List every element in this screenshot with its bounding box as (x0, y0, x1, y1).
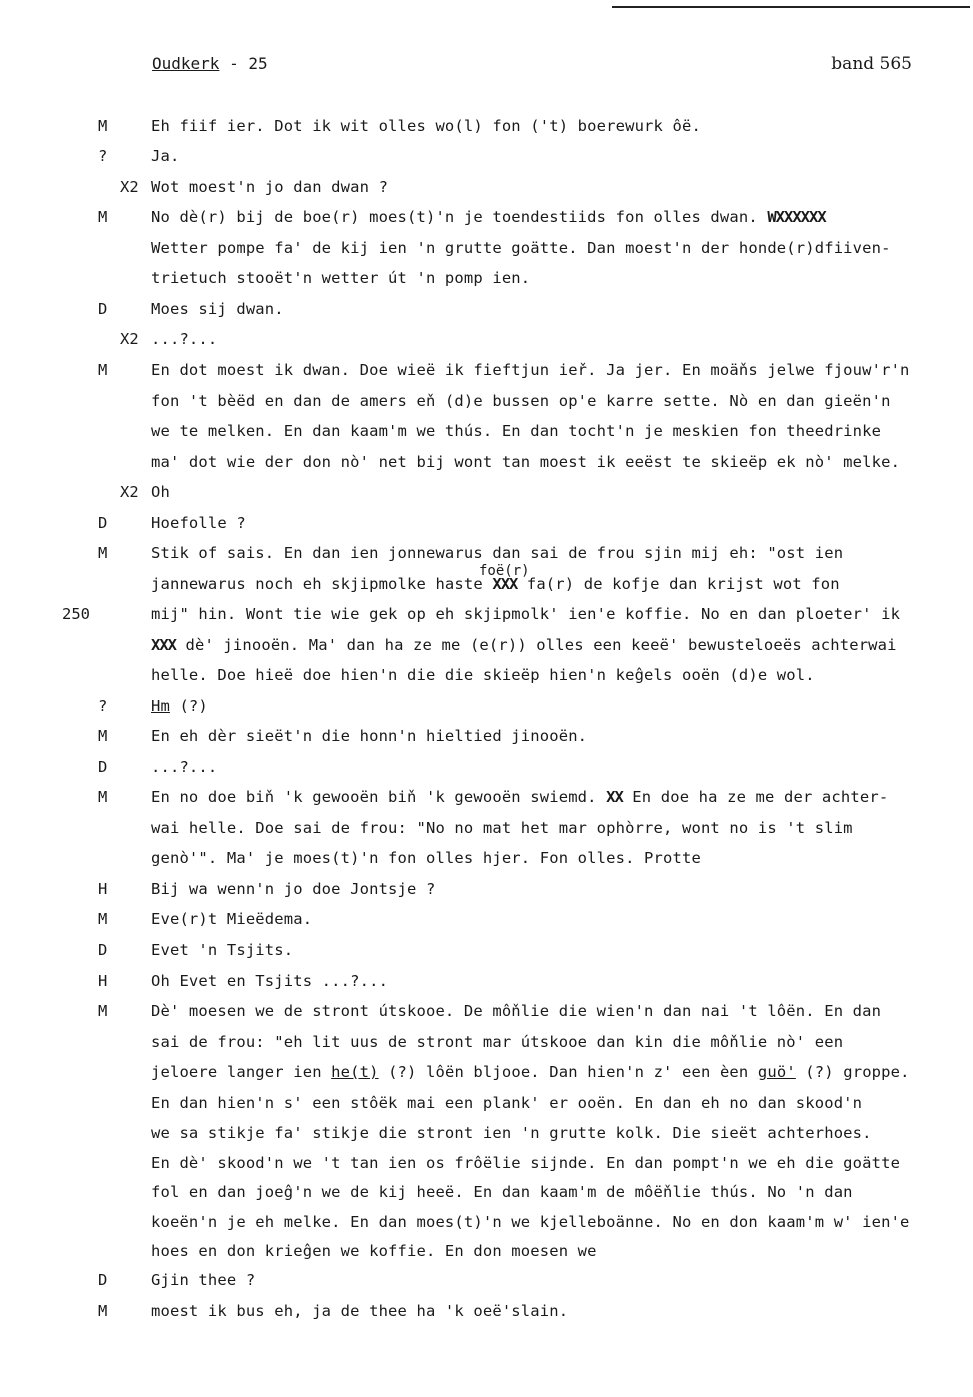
transcript-line (0, 233, 973, 263)
transcript-line (0, 813, 973, 843)
transcript-line (0, 996, 973, 1026)
text-segment: jeloere langer ien (151, 1063, 322, 1081)
underlined-text: guö' (757, 1063, 796, 1081)
speaker-label: X2 (120, 330, 139, 348)
line-text: Oh (151, 483, 170, 501)
line-text: En dè' skood'n we 't tan ien os frôëlie sijnde. En dan pompt'n we eh die goätte (151, 1154, 901, 1172)
line-text: we sa stikje fa' stikje die stront ien 'n grutte kolk. Die sieët achterhoes. (151, 1124, 872, 1142)
line-text (151, 1057, 910, 1087)
speaker-label: M (98, 910, 108, 928)
interlinear-insertion: foë(r) (479, 563, 530, 579)
transcript-line (0, 294, 973, 324)
line-text: En dan hien'n s' een stôëk mai een plank' er ooën. En dan eh no dan skood'n (151, 1094, 863, 1112)
line-text: hoes en don krieĝen we koffie. En don moesen we (151, 1242, 597, 1260)
transcript-line (0, 386, 973, 416)
text-segment: (?) lôën bljooe. Dan hien'n z' een èen (388, 1063, 749, 1081)
line-text: moest ik bus eh, ja de thee ha 'k oeë'slain. (151, 1302, 569, 1320)
line-text: En dot moest ik dwan. Doe wieë ik fieftjun ieř. Ja jer. En moäňs jelwe fjouw'r'n (151, 361, 910, 379)
speaker-label: D (98, 300, 108, 318)
line-text: ...?... (151, 330, 218, 348)
line-text: fon 't bèëd en dan de amers eň (d)e bussen op'e karre sette. Nò en dan gieën'n (151, 392, 891, 410)
line-text: Evet 'n Tsjits. (151, 941, 294, 959)
transcript-line (0, 324, 973, 354)
text-segment: (?) (179, 697, 208, 715)
speaker-label: D (98, 941, 108, 959)
text-segment: jannewarus noch eh skjipmolke haste (151, 575, 483, 593)
line-text (151, 630, 897, 660)
transcript-line (0, 752, 973, 782)
transcript-line (0, 447, 973, 477)
transcript-line (0, 1118, 973, 1148)
text-segment: fa(r) de kofje dan krijst wot fon (526, 575, 840, 593)
line-text: we te melken. En dan kaam'm we thús. En dan tocht'n je meskien fon theedrinke (151, 422, 882, 440)
speaker-label: M (98, 544, 108, 562)
speaker-label: M (98, 1002, 108, 1020)
line-text: ma' dot wie der don nò' net bij wont tan moest ik eeëst te skieëp ek nò' melke. (151, 453, 901, 471)
line-text: Stik of sais. En dan ien jonnewarus dan sai de frou sjin mij eh: "ost ien (151, 544, 844, 562)
transcript-line (0, 935, 973, 965)
underlined-text: he(t) (331, 1063, 379, 1081)
speaker-label: M (98, 788, 108, 806)
line-text: Eve(r)t Mieëdema. (151, 910, 313, 928)
transcript-line (0, 355, 973, 385)
transcript-line (0, 1236, 973, 1266)
transcript-line (0, 1057, 973, 1087)
transcript-line (0, 1148, 973, 1178)
text-segment: dè' jinooën. Ma' dan ha ze me (e(r)) olles een keeë' bewusteloeës achterwai (185, 636, 897, 654)
speaker-label: ? (98, 697, 108, 715)
header-band: band 565 (831, 54, 912, 74)
line-text: Bij wa wenn'n jo doe Jontsje ? (151, 880, 436, 898)
transcript-line (0, 966, 973, 996)
line-text: ...?... (151, 758, 218, 776)
transcript-line (0, 782, 973, 812)
transcript-line (0, 563, 973, 599)
speaker-label: M (98, 1302, 108, 1320)
transcript-line (0, 416, 973, 446)
transcript-line (0, 843, 973, 873)
transcript-line (0, 1265, 973, 1295)
transcript-line (0, 508, 973, 538)
speaker-label: D (98, 514, 108, 532)
margin-line-number: 250 (62, 605, 90, 623)
speaker-label: M (98, 117, 108, 135)
text-segment: En doe ha ze me der achter- (632, 788, 889, 806)
speaker-label: D (98, 1271, 108, 1289)
header-title: Oudkerk (152, 54, 220, 73)
line-text: Wetter pompe fa' de kij ien 'n grutte goätte. Dan moest'n der honde(r)dfiiven- (151, 239, 891, 257)
line-text (151, 569, 840, 599)
struck-out-text: XX (606, 788, 623, 806)
transcript-line (0, 111, 973, 141)
line-text: helle. Doe hieë doe hien'n die die skieëp hien'n keĝels ooën (d)e wol. (151, 666, 815, 684)
line-text (151, 202, 826, 232)
header-left (152, 54, 268, 73)
speaker-label: M (98, 361, 108, 379)
line-text: mij" hin. Wont tie wie gek op eh skjipmolk' ien'e koffie. No en dan ploeter' ik (151, 605, 901, 623)
transcript-line (0, 172, 973, 202)
header-page: - 25 (229, 54, 268, 73)
transcript-line (0, 599, 973, 629)
text-segment: No dè(r) bij de boe(r) moes(t)'n je toendestiids fon olles dwan. (151, 208, 758, 226)
line-text: Hoefolle ? (151, 514, 246, 532)
transcript-line (0, 263, 973, 293)
line-text: koeën'n je eh melke. En dan moes(t)'n we kjelleboänne. No en don kaam'm w' ien'e (151, 1213, 910, 1231)
transcript-line (0, 630, 973, 660)
speaker-label: X2 (120, 178, 139, 196)
transcript-line (0, 1177, 973, 1207)
line-text: Wot moest'n jo dan dwan ? (151, 178, 389, 196)
transcript-line (0, 904, 973, 934)
transcript-line (0, 1296, 973, 1326)
line-text (151, 691, 208, 721)
line-text (151, 782, 888, 812)
line-text: wai helle. Doe sai de frou: "No no mat het mar ophòrre, wont no is 't slim (151, 819, 853, 837)
transcript-line (0, 874, 973, 904)
transcript-line (0, 477, 973, 507)
speaker-label: H (98, 972, 108, 990)
line-text: Gjin thee ? (151, 1271, 256, 1289)
line-text: Dè' moesen we de stront útskooe. De môňlie die wien'n dan nai 't lôën. En dan (151, 1002, 882, 1020)
text-segment: (?) groppe. (805, 1063, 910, 1081)
speaker-label: M (98, 727, 108, 745)
transcript-line (0, 660, 973, 690)
line-text: sai de frou: "eh lit uus de stront mar útskooe dan kin die môňlie nò' een (151, 1033, 844, 1051)
line-text: genò'". Ma' je moes(t)'n fon olles hjer. Fon olles. Protte (151, 849, 701, 867)
transcript-line (0, 1027, 973, 1057)
speaker-label: M (98, 208, 108, 226)
speaker-label: ? (98, 147, 108, 165)
page-header (152, 54, 912, 78)
line-text: Eh fiif ier. Dot ik wit olles wo(l) fon ('t) boerewurk ôë. (151, 117, 701, 135)
line-text: En eh dèr sieët'n die honn'n hieltied jinooën. (151, 727, 588, 745)
transcript-line (0, 1088, 973, 1118)
underlined-text: Hm (151, 697, 170, 715)
struck-out-text: XXX (492, 575, 518, 593)
transcript-line (0, 721, 973, 751)
speaker-label: H (98, 880, 108, 898)
transcript-line (0, 691, 973, 721)
struck-out-text: WXXXXXX (767, 208, 826, 226)
transcript-line (0, 202, 973, 232)
top-rule (612, 6, 970, 8)
line-text: Oh Evet en Tsjits ...?... (151, 972, 389, 990)
line-text: Moes sij dwan. (151, 300, 284, 318)
speaker-label: X2 (120, 483, 139, 501)
struck-out-text: XXX (151, 636, 176, 654)
speaker-label: D (98, 758, 108, 776)
line-text: fol en dan joeĝ'n we de kij heeë. En dan kaam'm de môëňlie thús. No 'n dan (151, 1183, 853, 1201)
transcript-line (0, 141, 973, 171)
text-segment: En no doe biň 'k gewooën biň 'k gewooën swiemd. (151, 788, 597, 806)
line-text: Ja. (151, 147, 180, 165)
line-text: trietuch stooët'n wetter út 'n pomp ien. (151, 269, 531, 287)
transcript-line (0, 1207, 973, 1237)
